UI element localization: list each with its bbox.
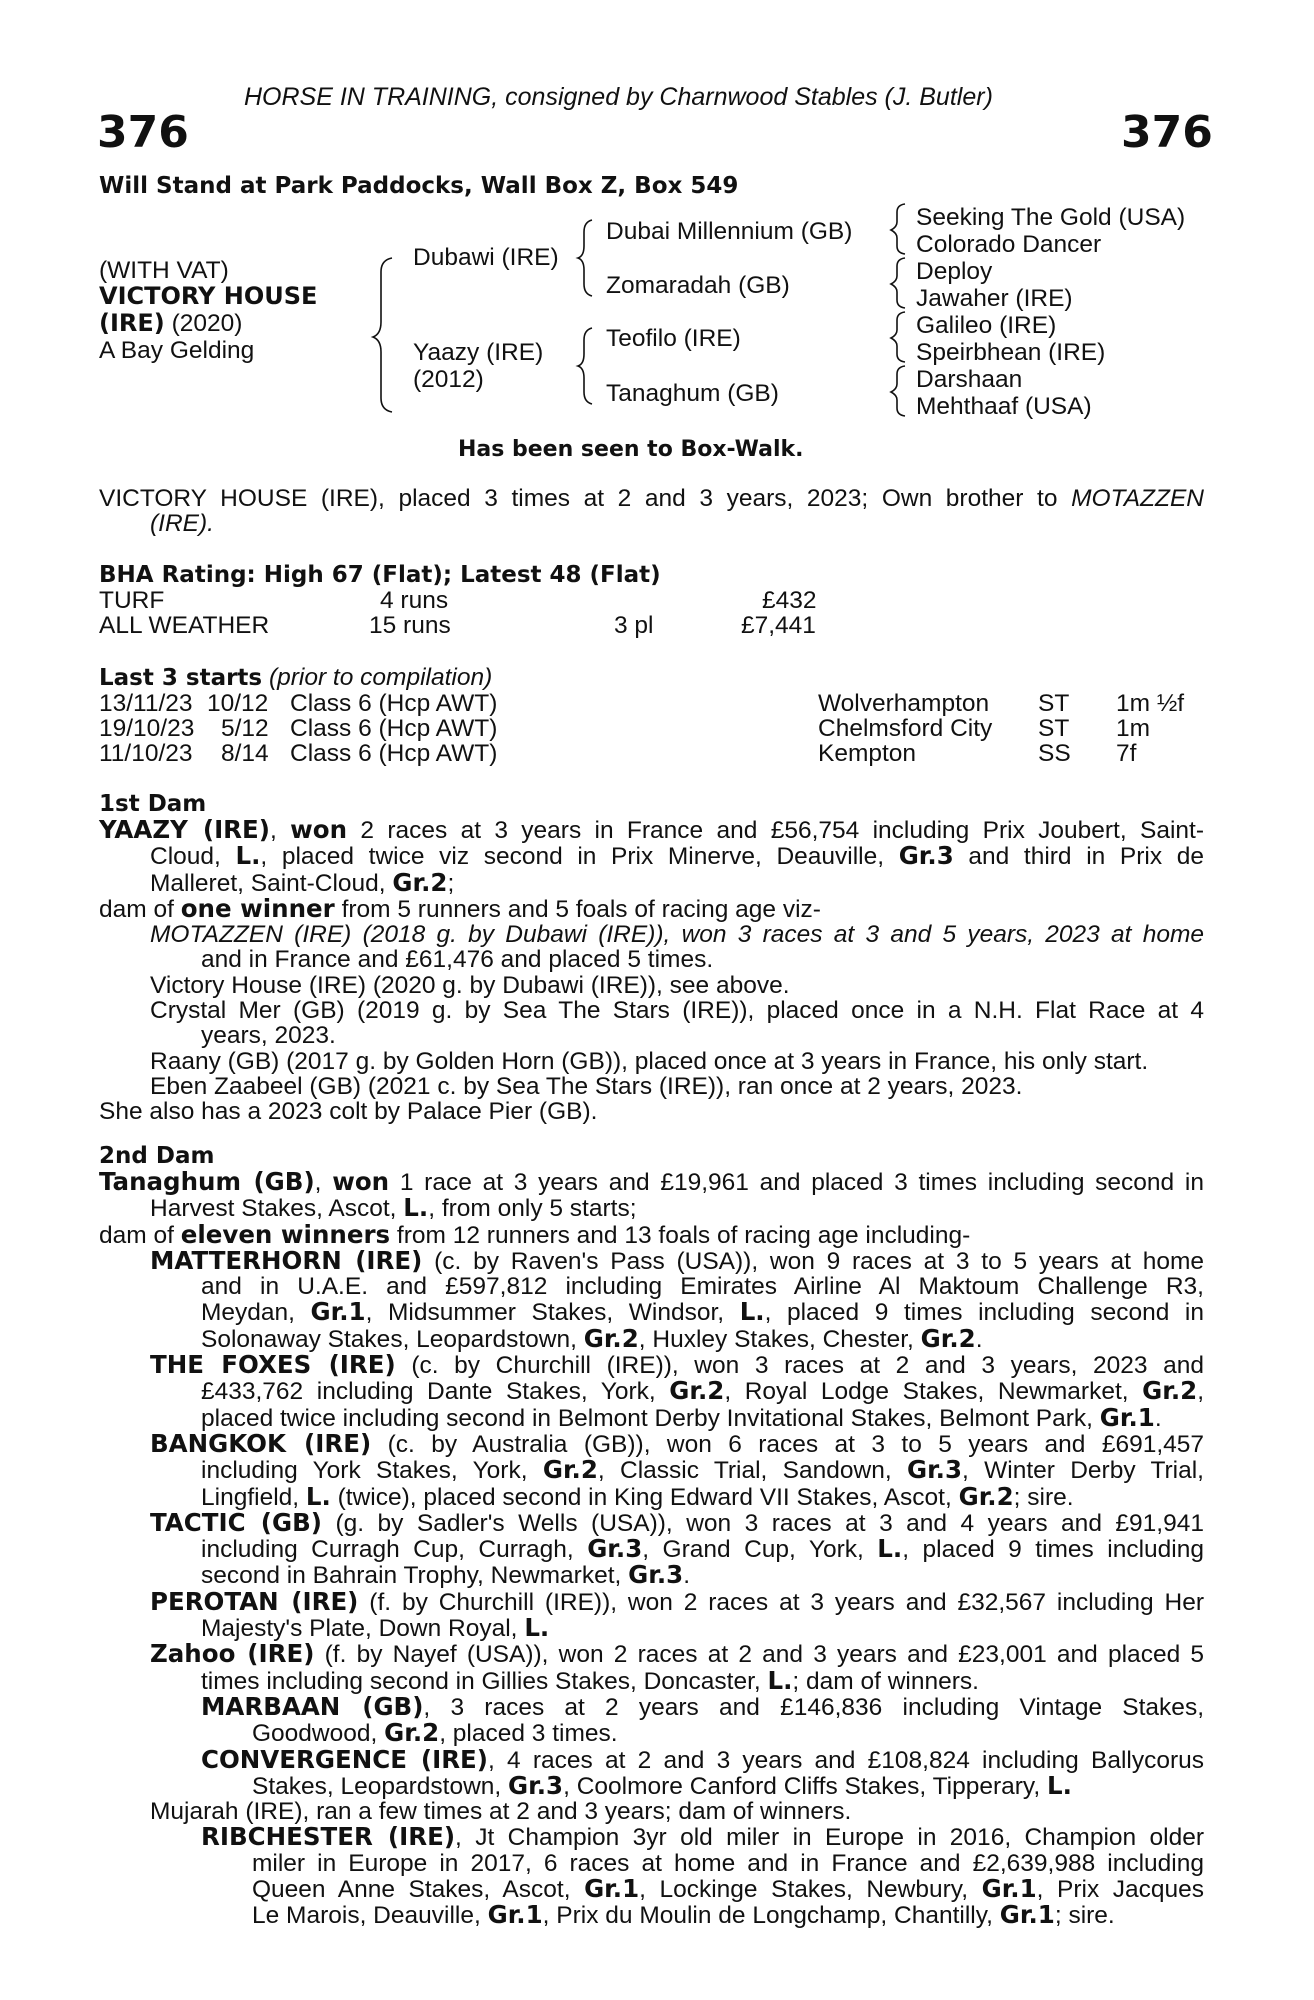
dam1-line: Victory House (IRE) (2020 g. by Dubawi (IRE)), see above. xyxy=(150,971,790,999)
dam2-line: miler in Europe in 2017, 6 races at home and in France and £2,639,988 including xyxy=(252,1849,1204,1877)
dam1-line: years, 2023. xyxy=(201,1022,336,1050)
dam2-line: THE FOXES (IRE) (c. by Churchill (IRE)), won 3 races at 2 and 3 years, 2023 and xyxy=(150,1350,1204,1380)
second-dam-heading: 2nd Dam xyxy=(99,1143,215,1169)
dam2-line: Zahoo (IRE) (f. by Nayef (USA)), won 2 races at 2 and 3 years and £23,001 and placed 5 xyxy=(150,1639,1205,1669)
dam1-line: YAAZY (IRE), won 2 races at 3 years in France and £56,754 including Prix Joubert, Saint- xyxy=(99,815,1205,844)
dam2-line: including Curragh Cup, Curragh, Gr.3, Grand Cup, York, L., placed 9 times including xyxy=(201,1534,1204,1564)
dam1-line: and in France and £61,476 and placed 5 times. xyxy=(201,946,714,974)
start-position: 8/14 xyxy=(221,740,269,767)
rating-surface-aw: ALL WEATHER xyxy=(99,612,270,639)
rating-runs-turf: 4 runs xyxy=(380,587,449,614)
dam-name: Yaazy (IRE) xyxy=(413,339,544,366)
sire-sire: Dubai Millennium (GB) xyxy=(606,218,853,245)
horse-country: (IRE) xyxy=(99,309,165,337)
great-grandparent-4: Jawaher (IRE) xyxy=(916,285,1073,312)
summary-line-2: (IRE). xyxy=(150,510,214,538)
last-starts-heading xyxy=(99,665,492,691)
start-date: 13/11/23 xyxy=(99,690,193,717)
dam-year: (2012) xyxy=(413,366,484,393)
dam2-line: Tanaghum (GB), won 1 race at 3 years and £19,961 and placed 3 times including second in xyxy=(99,1167,1204,1196)
start-going: ST xyxy=(1038,715,1070,742)
dam2-line: PEROTAN (IRE) (f. by Churchill (IRE)), won 2 races at 3 years and £32,567 including Her xyxy=(150,1586,1204,1616)
start-distance: 1m xyxy=(1116,715,1151,742)
dam2-line: RIBCHESTER (IRE), Jt Champion 3yr old miler in Europe in 2016, Champion older xyxy=(201,1822,1205,1852)
rating-placed-aw: 3 pl xyxy=(614,612,654,639)
last-starts-title: Last 3 starts xyxy=(99,665,263,691)
dam2-line: £433,762 including Dante Stakes, York, Gr.2, Royal Lodge Stakes, Newmarket, Gr.2, xyxy=(201,1376,1204,1406)
dam2-line: and in U.A.E. and £597,812 including Emirates Airline Al Maktoum Challenge R3, xyxy=(201,1273,1204,1301)
dam2-line: times including second in Gillies Stakes, Doncaster, L.; dam of winners. xyxy=(201,1665,979,1695)
great-grandparent-8: Mehthaaf (USA) xyxy=(916,393,1092,420)
box-walk-notice: Has been seen to Box-Walk. xyxy=(458,437,804,462)
dam1-line: Crystal Mer (GB) (2019 g. by Sea The Stars (IRE)), placed once in a N.H. Flat Race at 4 xyxy=(150,997,1204,1025)
dam1-line: Eben Zaabeel (GB) (2021 c. by Sea The Stars (IRE)), ran once at 2 years, 2023. xyxy=(150,1072,1023,1100)
rating-runs-aw: 15 runs xyxy=(369,612,451,639)
rating-earnings-aw: £7,441 xyxy=(741,612,816,639)
dam2-line: Majesty's Plate, Down Royal, L. xyxy=(201,1613,550,1643)
bha-rating-title: BHA Rating: High 67 (Flat); Latest 48 (Flat) xyxy=(99,562,661,588)
dam2-line: Mujarah (IRE), ran a few times at 2 and 3 years; dam of winners. xyxy=(150,1798,852,1826)
dam-dam: Tanaghum (GB) xyxy=(606,380,779,407)
great-grandparent-1: Seeking The Gold (USA) xyxy=(916,204,1186,231)
great-grandparent-6: Speirbhean (IRE) xyxy=(916,339,1106,366)
lot-number-right: 376 xyxy=(1121,107,1213,158)
gp-brace-3 xyxy=(891,312,905,362)
great-grandparent-2: Colorado Dancer xyxy=(916,231,1102,258)
first-dam-section xyxy=(99,817,1204,1125)
start-class: Class 6 (Hcp AWT) xyxy=(290,690,498,717)
consignment-heading: HORSE IN TRAINING, consigned by Charnwood Stables (J. Butler) xyxy=(244,83,993,111)
dam2-line: Goodwood, Gr.2, placed 3 times. xyxy=(252,1718,618,1748)
dam2-line: second in Bahrain Trophy, Newmarket, Gr.3. xyxy=(201,1560,691,1590)
gp-brace-4 xyxy=(891,366,905,416)
dam1-line: MOTAZZEN (IRE) (2018 g. by Dubawi (IRE)), won 3 races at 3 and 5 years, 2023 at home xyxy=(150,921,1204,949)
start-going: ST xyxy=(1038,690,1070,717)
start-distance: 7f xyxy=(1116,740,1137,767)
rating-surface-turf: TURF xyxy=(99,587,165,614)
dam2-line: MATTERHORN (IRE) (c. by Raven's Pass (USA)), won 9 races at 3 to 5 years at home xyxy=(150,1245,1205,1275)
dam2-line: Lingfield, L. (twice), placed second in King Edward VII Stakes, Ascot, Gr.2; sire. xyxy=(201,1481,1074,1511)
last-starts-note: (prior to compilation) xyxy=(268,664,493,691)
horse-name: VICTORY HOUSE xyxy=(99,282,318,310)
dam2-line: MARBAAN (GB), 3 races at 2 years and £146,836 including Vintage Stakes, xyxy=(201,1691,1204,1721)
dam2-line: Harvest Stakes, Ascot, L., from only 5 starts; xyxy=(150,1193,637,1223)
dam2-line: Solonaway Stakes, Leopardstown, Gr.2, Huxley Stakes, Chester, Gr.2. xyxy=(201,1323,983,1353)
great-grandparent-5: Galileo (IRE) xyxy=(916,312,1057,339)
start-going: SS xyxy=(1038,740,1071,767)
gp-brace-2 xyxy=(891,258,905,308)
horse-year: (2020) xyxy=(171,310,243,337)
dam2-line: dam of eleven winners from 12 runners and 13 foals of racing age including- xyxy=(99,1219,971,1249)
summary-line-1: VICTORY HOUSE (IRE), placed 3 times at 2 and 3 years, 2023; Own brother to MOTAZZEN xyxy=(99,485,1204,512)
second-dam-section xyxy=(99,1169,1204,1929)
dam2-line: Stakes, Leopardstown, Gr.3, Coolmore Canford Cliffs Stakes, Tipperary, L. xyxy=(252,1770,1072,1800)
dam-brace xyxy=(578,328,592,404)
dam2-line: CONVERGENCE (IRE), 4 races at 2 and 3 years and £108,824 including Ballycorus xyxy=(201,1744,1204,1774)
start-date: 11/10/23 xyxy=(99,740,193,767)
dam1-line: dam of one winner from 5 runners and 5 foals of racing age viz- xyxy=(99,893,821,923)
stand-location: Will Stand at Park Paddocks, Wall Box Z, Box 549 xyxy=(99,173,739,199)
horse-description: A Bay Gelding xyxy=(99,337,255,364)
vat-note: (WITH VAT) xyxy=(99,257,229,284)
sire-name: Dubawi (IRE) xyxy=(413,244,559,271)
first-dam-heading: 1st Dam xyxy=(99,791,207,817)
sire-dam: Zomaradah (GB) xyxy=(606,272,790,299)
start-course: Wolverhampton xyxy=(818,690,990,717)
main-brace xyxy=(373,258,392,412)
start-class: Class 6 (Hcp AWT) xyxy=(290,715,498,742)
dam2-line: including York Stakes, York, Gr.2, Classic Trial, Sandown, Gr.3, Winter Derby Trial, xyxy=(201,1455,1204,1485)
dam2-line: Meydan, Gr.1, Midsummer Stakes, Windsor, L., placed 9 times including second in xyxy=(201,1297,1204,1327)
dam2-line: Queen Anne Stakes, Ascot, Gr.1, Lockinge Stakes, Newbury, Gr.1, Prix Jacques xyxy=(252,1874,1204,1904)
start-class: Class 6 (Hcp AWT) xyxy=(290,740,498,767)
dam2-line: placed twice including second in Belmont Derby Invitational Stakes, Belmont Park, Gr.1. xyxy=(201,1402,1162,1432)
summary-paragraph xyxy=(99,486,1204,537)
start-course: Chelmsford City xyxy=(818,715,993,742)
dam2-line: TACTIC (GB) (g. by Sadler's Wells (USA)), won 3 races at 3 and 4 years and £91,941 xyxy=(150,1507,1204,1537)
start-date: 19/10/23 xyxy=(99,715,195,742)
dam2-line: BANGKOK (IRE) (c. by Australia (GB)), won 6 races at 3 to 5 years and £691,457 xyxy=(150,1428,1205,1458)
start-position: 5/12 xyxy=(221,715,269,742)
start-position: 10/12 xyxy=(207,690,269,717)
dam1-line: Cloud, L., placed twice viz second in Prix Minerve, Deauville, Gr.3 and third in Prix de xyxy=(150,841,1204,871)
gp-brace-1 xyxy=(891,204,905,254)
dam2-line: Le Marois, Deauville, Gr.1, Prix du Moulin de Longchamp, Chantilly, Gr.1; sire. xyxy=(252,1900,1115,1930)
lot-number-left: 376 xyxy=(97,107,189,158)
start-distance: 1m ½f xyxy=(1116,690,1185,717)
dam-sire: Teofilo (IRE) xyxy=(606,325,741,352)
sire-brace xyxy=(578,220,592,296)
dam1-line: Raany (GB) (2017 g. by Golden Horn (GB)), placed once at 3 years in France, his only start. xyxy=(150,1047,1149,1075)
start-course: Kempton xyxy=(818,740,917,767)
rating-earnings-turf: £432 xyxy=(762,587,817,614)
great-grandparent-3: Deploy xyxy=(916,258,993,285)
dam1-line: Malleret, Saint-Cloud, Gr.2; xyxy=(150,867,455,897)
dam1-line: She also has a 2023 colt by Palace Pier (GB). xyxy=(99,1098,598,1126)
great-grandparent-7: Darshaan xyxy=(916,366,1023,393)
